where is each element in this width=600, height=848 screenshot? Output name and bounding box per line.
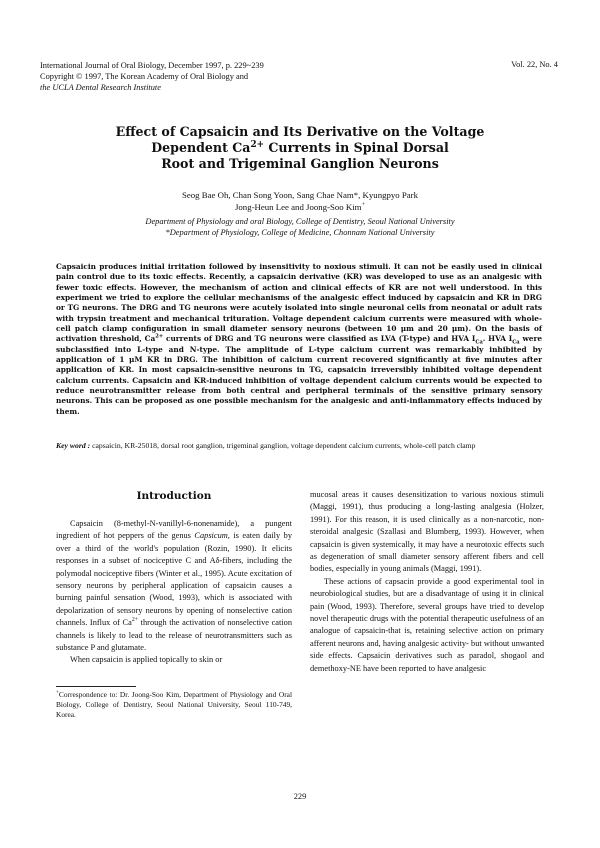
journal-copyright-cont: the UCLA Dental Research Institute [40,83,161,92]
keywords-label: Key word : [56,441,91,450]
left-column [56,518,292,667]
keywords-text: capsaicin, KR-25018, dorsal root ganglion, trigeminal ganglion, voltage dependent calcium currents, whole-cell patch clamp [90,441,476,450]
correspondence-footnote: +Correspondence to: Dr. Joong-Soo Kim, Department of Physiology and Oral Biology, College of Dentistry, Seoul National University, Seoul 110-749, Korea. [56,689,292,720]
paper-title [60,124,540,172]
affiliation-2: *Department of Physiology, College of Medicine, Chonnam National University [165,228,435,237]
title-line-3: Root and Trigeminal Ganglion Neurons [161,156,439,171]
intro-paragraph-3: These actions of capsacin provide a good experimental tool in neurobiological studies, but are a disadvantage of using it in clinical pain (Wood, 1993). Therefore, several groups have tried to develop novel therapeutic drugs with the potential therapeutic usefulness of an analogue of capsaicin-that is, retaining selective action on primary afferent neurons and, having analgesic activity- but without unwanted side effects. Capsaicin derivatives such as paradol, shogaol and demethoxy-NE have been reported to have analgesic [310,576,544,673]
journal-citation: International Journal of Oral Biology, December 1997, p. 229~239 [40,61,264,70]
abstract: Capsaicin produces initial irritation followed by insensitivity to noxious stimuli. It can not be easily used in clinical pain control due to its toxic effects. Recently, a capsaicin derivative (KR) was developed to use as an analgesic with fewer toxic effects. However, the mechanism of action and clinical effects of KR are not well understood. In this experiment we tried to explore the cellular mechanisms of the analgesic effect induced by capsaicin and KR in DRG or TG neurons. The DRG and TG neurons were acutely isolated into single neuronal cells from neonatal or adult rats with trypsin treatment and mechanical trituration. Voltage dependent calcium currents were measured with whole-cell patch clamp configuration in small diameter sensory neurons (between 10 μm and 20 μm). On the basis of activation threshold, $Ca^{2+}$ currents of DRG and TG neurons were classified as LVA (T-type) and HVA $I_{Ca}$. HVA $I_{Ca}$ were subclassified into L-type and N-type. The amplitude of L-type calcium current was remarkably inhibited by application of 1 μM KR in DRG. The inhibition of calcium current recovered significantly at five minutes after application of KR. In most capsaicin-sensitive neurons in TG, capsaicin irreversibly inhibited voltage dependent calcium currents. Capsaicin and KR-induced inhibition of voltage dependent calcium currents would be expected to reduce neurotransmitter release from both central and peripheral terminals of the sensitive primary sensory neurons. This can be proposed as one possible mechanism for the analgesic and anti-inflammatory effects induced by them. [56,262,543,416]
page-number: 229 [293,792,307,801]
right-column [310,489,544,675]
title-line-1: Effect of Capsaicin and Its Derivative on the Voltage [115,124,485,139]
author-list [60,190,540,213]
title-line-2: Dependent $Ca^{2+}$ Currents in Spinal Dorsal [151,139,449,155]
section-heading-introduction: Introduction [136,490,212,502]
authors-line-1: Seog Bae Oh, Chan Song Yoon, Sang Chae Nam*, Kyungpyo Park [181,190,419,200]
intro-paragraph-2: When capsaicin is applied topically to skin or [70,655,223,665]
affiliations [60,216,540,238]
intro-paragraph-cont: mucosal areas it causes desensitization to various noxious stimuli (Maggi, 1991), thus producing a long-lasting analgesia (Holzer, 1991). For this reason, it is used clinically as a non-narcotic, non-steroidal analgesic (Szallasi and Blumberg, 1993). However, when capsaicin is given systemically, it may have a neurotoxic effects such as degeneration of small diameter sensory afferent fibers and cell bodies, especially in young animals (Maggi, 1991). [310,490,544,574]
keywords [56,441,542,452]
affiliation-1: Department of Physiology and oral Biology, College of Dentistry, Seoul National University [145,217,455,226]
volume-issue: Vol. 22, No. 4 [511,60,558,69]
journal-header [40,60,380,93]
authors-line-2: Jong-Heun Lee and Joong-Soo Kim+ [234,201,366,212]
intro-paragraph-1: Capsaicin (8-methyl-N-vanillyl-6-nonenamide), a pungent ingredient of hot peppers of the genus Capsicum, is eaten daily by over a third of the world's population (Rozin, 1990). It elicits responses in a subset of nociceptive C and Aδ-fibers, including the polymodal nociceptive fibers (Winter et al., 1995). Acute excitation of sensory neurons by peripheral application of capsaicin causes a burning painful sensation (Wood, 1993), which is associated with depolarization of sensory neurons by opening of nonselective cation channels. Influx of $Ca^{2+}$ through the activation of nonselective cation channels is likely to lead to the release of neurotransmitters such as substance P and glutamate. [56,519,293,653]
journal-copyright: Copyright © 1997, The Korean Academy of Oral Biology and [40,72,249,81]
footnote-divider [56,686,136,687]
